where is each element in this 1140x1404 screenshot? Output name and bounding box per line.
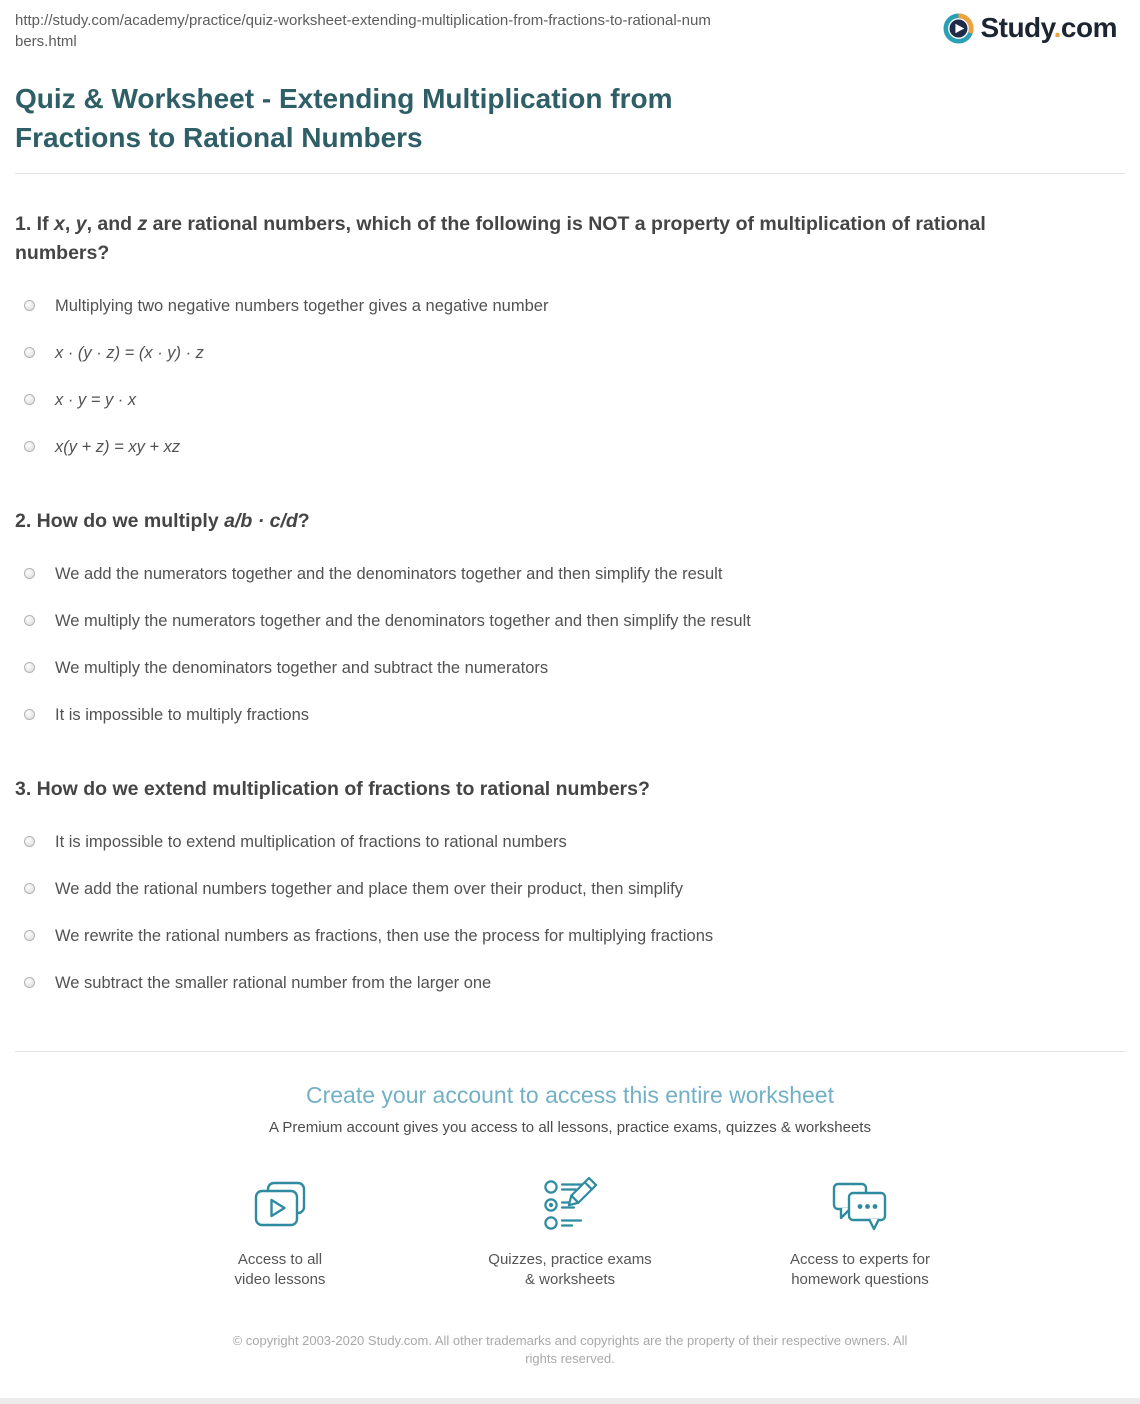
radio-button[interactable] [24, 615, 35, 626]
features-row [15, 1176, 1125, 1290]
option-label[interactable]: x(y + z) = xy + xz [55, 437, 181, 456]
option-label[interactable]: Multiplying two negative numbers together gives a negative number [55, 296, 549, 315]
studycom-logo-icon [943, 13, 974, 44]
option-label[interactable]: We rewrite the rational numbers as fractions, then use the process for multiplying fractions [55, 927, 714, 946]
answer-option[interactable] [15, 819, 1125, 866]
feature-label: Access to experts for homework questions [789, 1251, 931, 1289]
answer-option[interactable] [15, 960, 1125, 1007]
feature-video-lessons [165, 1176, 395, 1290]
radio-button[interactable] [24, 836, 35, 847]
question-1-heading: 1. If x, y, and z are rational numbers, which of the following is NOT a property of multiplication of rational numbers? [15, 213, 986, 264]
radio-button[interactable] [24, 300, 35, 311]
answer-option[interactable] [15, 913, 1125, 960]
studycom-logo[interactable] [943, 12, 1117, 44]
option-label[interactable]: We add the numerators together and the denominators together and then simplify the result [55, 565, 723, 584]
page-header [15, 0, 1125, 52]
radio-button[interactable] [24, 709, 35, 720]
radio-button[interactable] [24, 977, 35, 988]
radio-button[interactable] [24, 441, 35, 452]
option-label[interactable]: We multiply the numerators together and the denominators together and then simplify the result [55, 612, 751, 631]
option-label[interactable]: We subtract the smaller rational number from the larger one [55, 974, 492, 993]
answer-option[interactable] [15, 645, 1125, 692]
question-3 [15, 775, 1125, 1007]
answer-option[interactable] [15, 598, 1125, 645]
radio-button[interactable] [24, 394, 35, 405]
feature-quizzes-worksheets [455, 1176, 685, 1290]
answer-option[interactable] [15, 330, 1125, 377]
video-lessons-icon [251, 1179, 309, 1238]
answer-option[interactable] [15, 866, 1125, 913]
studycom-logo-text: Study.com [980, 12, 1117, 43]
cta-heading: Create your account to access this entire worksheet [306, 1082, 834, 1109]
question-3-heading: 3. How do we extend multiplication of fractions to rational numbers? [15, 778, 650, 801]
radio-button[interactable] [24, 883, 35, 894]
radio-button[interactable] [24, 662, 35, 673]
answer-option[interactable] [15, 424, 1125, 471]
option-label[interactable]: It is impossible to extend multiplication of fractions to rational numbers [55, 833, 567, 852]
quiz-questions [0, 210, 1140, 1051]
option-label[interactable]: We add the rational numbers together and place them over their product, then simplify [55, 880, 683, 899]
feature-homework-experts [745, 1176, 975, 1290]
option-label[interactable]: x · (y · z) = (x · y) · z [55, 343, 204, 362]
feature-label: Access to all video lessons [234, 1251, 326, 1289]
page-url: http://study.com/academy/practice/quiz-worksheet-extending-multiplication-from-fractions-to-rational-numbers.html [15, 12, 711, 50]
answer-option[interactable] [15, 283, 1125, 330]
cta-subheading: A Premium account gives you access to all lessons, practice exams, quizzes & worksheets [269, 1119, 871, 1137]
homework-experts-icon [830, 1181, 890, 1238]
option-label[interactable]: x · y = y · x [55, 390, 137, 409]
copyright-notice: © copyright 2003-2020 Study.com. All other trademarks and copyrights are the property of their respective owners. All rights reserved. [232, 1333, 908, 1367]
answer-option[interactable] [15, 692, 1125, 739]
radio-button[interactable] [24, 930, 35, 941]
option-label[interactable]: It is impossible to multiply fractions [55, 706, 310, 725]
question-1 [15, 210, 1125, 471]
quizzes-worksheets-icon [541, 1177, 599, 1238]
radio-button[interactable] [24, 568, 35, 579]
option-label[interactable]: We multiply the denominators together and subtract the numerators [55, 659, 549, 678]
feature-label: Quizzes, practice exams & worksheets [488, 1251, 652, 1289]
title-divider [15, 173, 1125, 174]
question-2-heading: 2. How do we multiply a/b · c/d? [15, 509, 310, 532]
answer-option[interactable] [15, 377, 1125, 424]
radio-button[interactable] [24, 347, 35, 358]
create-account-cta [0, 1052, 1140, 1398]
page-title: Quiz & Worksheet - Extending Multiplication from Fractions to Rational Numbers [15, 83, 673, 154]
question-2 [15, 507, 1125, 739]
answer-option[interactable] [15, 551, 1125, 598]
